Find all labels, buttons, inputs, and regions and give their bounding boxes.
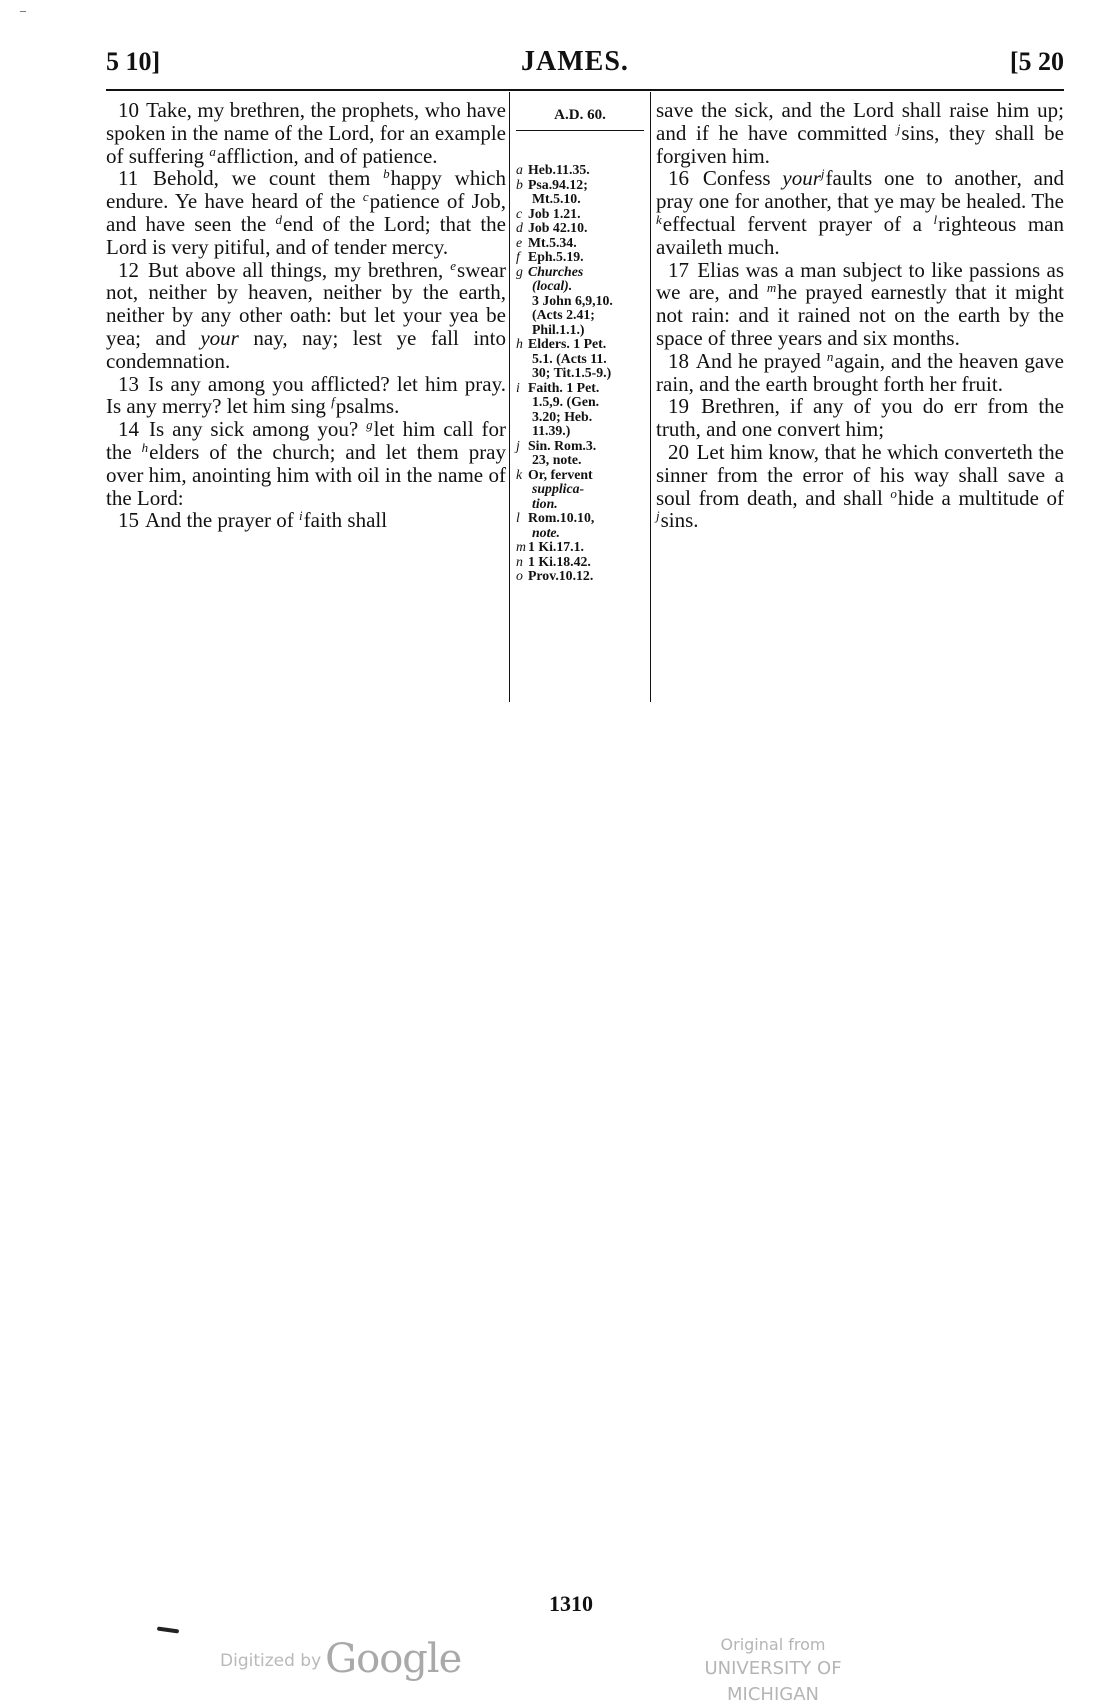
verse-text: affliction, and of patience. (216, 143, 438, 168)
verse-19 (656, 395, 1064, 441)
reference-g-continued: Phil.1.1.) (532, 321, 585, 337)
reference-letter: j (516, 437, 520, 453)
verse-text: swear not, neither by heaven, neither by the earth, neither by any other oath: but let your yea be yea; and (106, 257, 506, 350)
header-right-reference: [5 20 (1009, 47, 1064, 76)
verse-text: patience of Job, and have seen the (106, 189, 506, 236)
reference-k-continued (516, 497, 648, 512)
verse-15 (106, 509, 506, 532)
reference-j (516, 439, 648, 454)
reference-marker: j (656, 508, 660, 524)
reference-letter: i (516, 379, 520, 395)
digitized-by-watermark (220, 1636, 461, 1696)
verse-number: 20 (668, 439, 689, 464)
reference-letter: b (516, 176, 523, 192)
verse-text: psalms. (335, 394, 400, 419)
reference-marker: h (141, 439, 149, 455)
column-divider-left (509, 92, 510, 702)
header-left-reference: 5 10] (106, 47, 161, 76)
reference-text: tion. (532, 495, 558, 511)
reference-letter: d (516, 220, 523, 235)
digitized-label: Digitized by (220, 1651, 322, 1671)
margin-reference-column (512, 99, 648, 584)
verse-number: 17 (668, 257, 689, 282)
verse-text: Brethren, if any of you do err from the truth, and one convert him; (656, 394, 1064, 442)
verse-text: elders of the church; and let them pray over him, anointing him with oil in the name of the Lord: (106, 439, 507, 510)
reference-b-continued: Mt.5.10. (532, 191, 581, 206)
text-column-left (106, 99, 506, 532)
verse-14 (106, 418, 506, 509)
verse-number: 10 (118, 98, 139, 122)
reference-text: Elders. 1 Pet. (528, 336, 607, 351)
reference-d (516, 221, 648, 236)
verse-12 (106, 259, 506, 373)
verse-text: end of the Lord; that the Lord is very pitiful, and of tender mercy. (106, 211, 506, 259)
verse-20 (656, 441, 1064, 532)
verse-number: 12 (118, 257, 139, 282)
reference-text: Rom.10.10, (528, 510, 595, 525)
reference-l (516, 511, 648, 526)
reference-letter: g (516, 263, 523, 279)
reference-marker: l (933, 211, 938, 227)
verse-text: sins, they shall be forgiven him. (656, 120, 1064, 168)
reference-k (516, 468, 648, 483)
reference-text: Faith. 1 Pet. (528, 379, 600, 395)
reference-letter: m (516, 539, 526, 554)
reference-letter: f (516, 249, 520, 264)
reference-j-continued: 23, note. (532, 452, 582, 467)
verse-text: Elias was a man subject to like passions as we are, and (656, 257, 1064, 305)
reference-i (516, 381, 648, 396)
verse-number: 14 (118, 417, 139, 442)
verse-text: Is any sick among you? (148, 417, 367, 442)
reference-l-continued (516, 526, 648, 541)
reference-topic: Churches (528, 263, 584, 279)
reference-marker: d (275, 211, 283, 227)
reference-list (512, 163, 648, 584)
verse-text: Take, my brethren, the prophets, who have spoken in the name of the Lord, for an example of suffering (106, 98, 507, 168)
reference-text: Mt.5.34. (528, 234, 577, 250)
verse-text: save the sick, and the Lord shall raise him up; and if he have committed (656, 98, 1064, 145)
margin-date: A.D. 60. (554, 107, 606, 123)
reference-marker: k (656, 211, 662, 227)
reference-marker: m (766, 280, 777, 296)
verse-text: happy which endure. Ye have heard of the (106, 166, 506, 214)
reference-g-continued (516, 279, 648, 294)
reference-text: Or, fervent (528, 466, 593, 482)
verse-text: Behold, we count them (153, 166, 384, 191)
reference-letter: e (516, 234, 523, 250)
reference-marker: o (890, 485, 897, 501)
reference-f (516, 250, 648, 265)
reference-h (516, 337, 648, 352)
reference-letter: h (516, 336, 523, 351)
reference-text: Prov.10.12. (528, 568, 594, 583)
verse-number: 15 (118, 508, 139, 533)
reference-text: Job 1.21. (528, 205, 581, 221)
reference-letter: o (516, 568, 523, 583)
reference-b (516, 178, 648, 193)
verse-text: let him call for the (106, 417, 507, 464)
verse-text: faith shall (303, 508, 388, 533)
verse-text: Confess (702, 166, 783, 191)
verse-number: 18 (668, 348, 689, 373)
reference-g-continued: 3 John 6,9,10. (532, 292, 613, 308)
google-logo: Google (325, 1636, 462, 1682)
reference-letter: n (516, 553, 523, 569)
verse-text: again, and the heaven gave rain, and the earth brought forth her fruit. (656, 348, 1064, 396)
verse-13 (106, 373, 506, 419)
verse-text: he prayed earnestly that it might not rain: and it rained not on the earth by the space of three years and six months. (656, 280, 1064, 350)
reference-i-continued: 1.5,9. (Gen. (532, 394, 600, 409)
reference-marker: j (896, 120, 901, 136)
scan-smudge (157, 1626, 179, 1633)
reference-g (516, 265, 648, 280)
reference-a (516, 163, 648, 178)
reference-c (516, 207, 648, 222)
reference-text: 1 Ki.17.1. (528, 539, 584, 554)
header-book-title: JAMES. (521, 46, 629, 77)
reference-i-continued: 3.20; Heb. (532, 408, 593, 424)
reference-text: note. (532, 524, 560, 540)
verse-text: righteous man availeth much. (656, 211, 1065, 259)
reference-marker: f (331, 394, 335, 410)
reference-letter: l (516, 510, 520, 525)
reference-g-continued: (Acts 2.41; (532, 307, 595, 322)
verse-text: effectual fervent prayer of a (662, 211, 934, 236)
verse-16 (656, 167, 1064, 258)
verse-11 (106, 167, 506, 258)
reference-text: Eph.5.19. (528, 249, 584, 264)
verse-text: And the prayer of (145, 508, 300, 533)
reference-text: Job 42.10. (528, 220, 588, 235)
verse-text: faults one to another, and pray one for another, that ye may be healed. The (656, 166, 1064, 214)
header-rule (106, 89, 1064, 91)
margin-date-rule (516, 130, 644, 131)
reference-marker: j (820, 166, 825, 182)
source-watermark (658, 1634, 888, 1708)
verse-15-continued (656, 99, 1064, 167)
reference-marker: i (299, 508, 303, 524)
verse-number: 16 (668, 166, 689, 191)
reference-text: supplica- (532, 481, 585, 496)
university-label: UNIVERSITY OF MICHIGAN (704, 1658, 842, 1705)
reference-letter: k (516, 466, 523, 482)
supplied-word: your (200, 325, 239, 350)
reference-marker: a (209, 143, 216, 159)
reference-text: Heb.11.35. (528, 162, 590, 177)
reference-marker: b (383, 166, 390, 182)
verse-text: nay, nay; lest ye fall into condemnation. (106, 325, 507, 373)
reference-h-continued: 5.1. (Acts 11. (532, 350, 607, 366)
column-divider-right (650, 92, 651, 702)
verse-text: sins. (660, 508, 699, 533)
verse-10 (106, 99, 506, 167)
reference-marker: g (366, 417, 373, 433)
verse-text: And he prayed (695, 348, 827, 373)
reference-letter: c (516, 205, 523, 221)
page-number: 1310 (549, 1591, 593, 1616)
verse-number: 19 (668, 394, 689, 419)
reference-text: Sin. Rom.3. (528, 437, 597, 453)
reference-marker: c (362, 189, 369, 205)
reference-e (516, 236, 648, 251)
verse-text: But above all things, my brethren, (148, 257, 451, 282)
reference-marker: n (826, 348, 834, 364)
reference-k-continued (516, 482, 648, 497)
verse-text: Let him know, that he which converteth the sinner from the error of his way shall save a soul from death, and shall (656, 439, 1064, 510)
reference-o (516, 569, 648, 584)
verse-text: Is any among you afflicted? let him pray. Is any merry? let him sing (106, 371, 506, 419)
verse-18 (656, 350, 1064, 396)
reference-n (516, 555, 648, 570)
reference-h-continued: 30; Tit.1.5-9.) (532, 365, 612, 380)
text-column-right (656, 99, 1064, 532)
verse-number: 13 (118, 371, 139, 396)
reference-m (516, 540, 648, 555)
reference-marker: e (450, 257, 457, 273)
supplied-word: your (782, 166, 821, 191)
reference-text: 1 Ki.18.42. (528, 553, 591, 569)
reference-text: Psa.94.12; (528, 176, 588, 192)
verse-text: hide a multitude of (897, 485, 1064, 510)
reference-text: (local). (532, 278, 573, 293)
running-header (106, 46, 1064, 86)
verse-number: 11 (118, 166, 139, 191)
verse-17 (656, 259, 1064, 350)
reference-i-continued: 11.39.) (532, 423, 571, 438)
original-from-label: Original from (720, 1635, 826, 1654)
reference-letter: a (516, 162, 523, 177)
page-corner-mark: – (20, 3, 26, 17)
